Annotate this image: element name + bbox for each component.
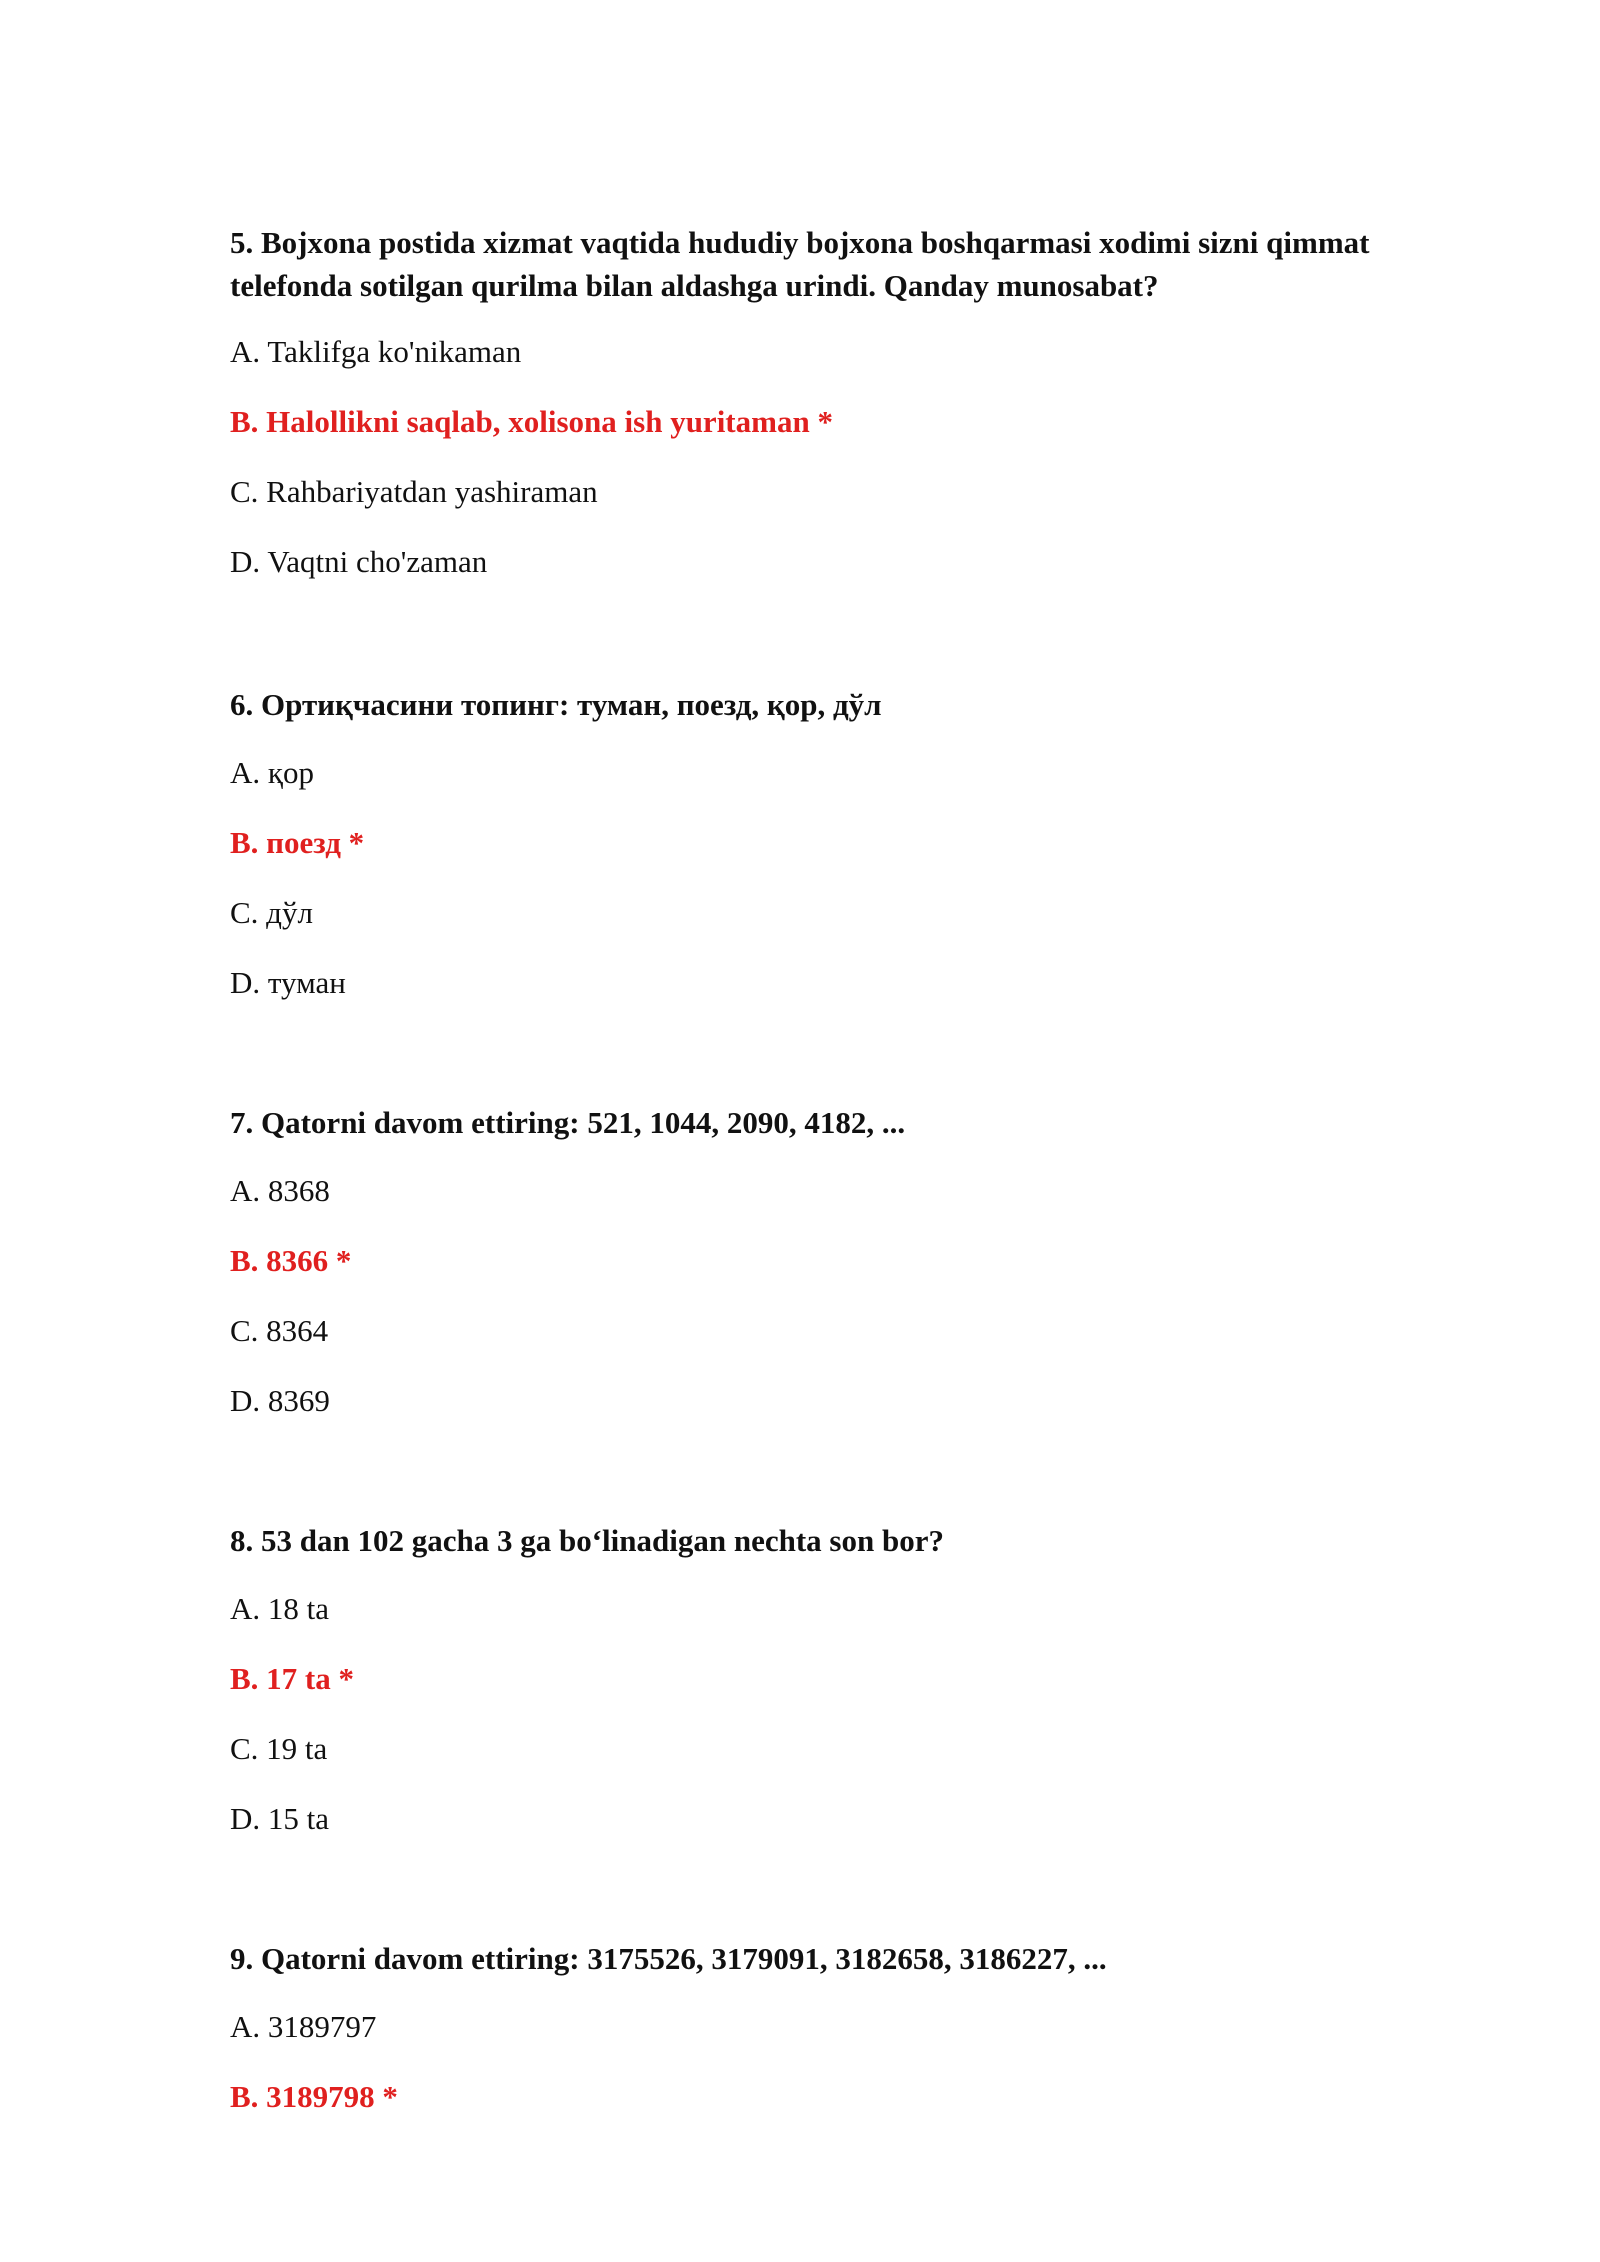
- option-a: A. қор: [230, 755, 314, 790]
- option-a: A. 3189797: [230, 2009, 377, 2044]
- question-text: 6. Ортиқчасини топинг: туман, поезд, қор, дўл: [230, 687, 882, 722]
- option-d: D. туман: [230, 965, 346, 1000]
- question-text: 9. Qatorni davom ettiring: 3175526, 3179091, 3182658, 3186227, ...: [230, 1941, 1107, 1976]
- option-d: D. 8369: [230, 1383, 330, 1418]
- option-b-correct: B. 8366 *: [230, 1243, 352, 1278]
- question-text: 5. Bojxona postida xizmat vaqtida hududiy bojxona boshqarmasi xodimi sizni qimmat telefonda sotilgan qurilma bilan aldashga urindi. Qanday munosabat?: [230, 225, 1370, 303]
- question-text: 8. 53 dan 102 gacha 3 ga bo‘linadigan nechta son bor?: [230, 1523, 944, 1558]
- option-b-correct: B. 17 ta *: [230, 1661, 354, 1696]
- question-7: [230, 1101, 1430, 1418]
- option-c: C. 8364: [230, 1313, 329, 1348]
- question-5: [230, 221, 1430, 579]
- question-text: 7. Qatorni davom ettiring: 521, 1044, 2090, 4182, ...: [230, 1105, 906, 1140]
- question-6: [230, 683, 1430, 1000]
- option-c: C. Rahbariyatdan yashiraman: [230, 474, 598, 509]
- option-a: A. 18 ta: [230, 1591, 330, 1626]
- option-a: A. Taklifga ko'nikaman: [230, 334, 522, 369]
- question-9: [230, 1937, 1430, 2114]
- option-c: C. 19 ta: [230, 1731, 328, 1766]
- option-c: C. дўл: [230, 895, 313, 930]
- option-b-correct: B. Halollikni saqlab, xolisona ish yuritaman *: [230, 404, 833, 439]
- question-8: [230, 1519, 1430, 1836]
- option-b-correct: B. 3189798 *: [230, 2079, 398, 2114]
- option-b-correct: B. поезд *: [230, 825, 365, 860]
- option-a: A. 8368: [230, 1173, 330, 1208]
- option-d: D. Vaqtni cho'zaman: [230, 544, 488, 579]
- option-d: D. 15 ta: [230, 1801, 330, 1836]
